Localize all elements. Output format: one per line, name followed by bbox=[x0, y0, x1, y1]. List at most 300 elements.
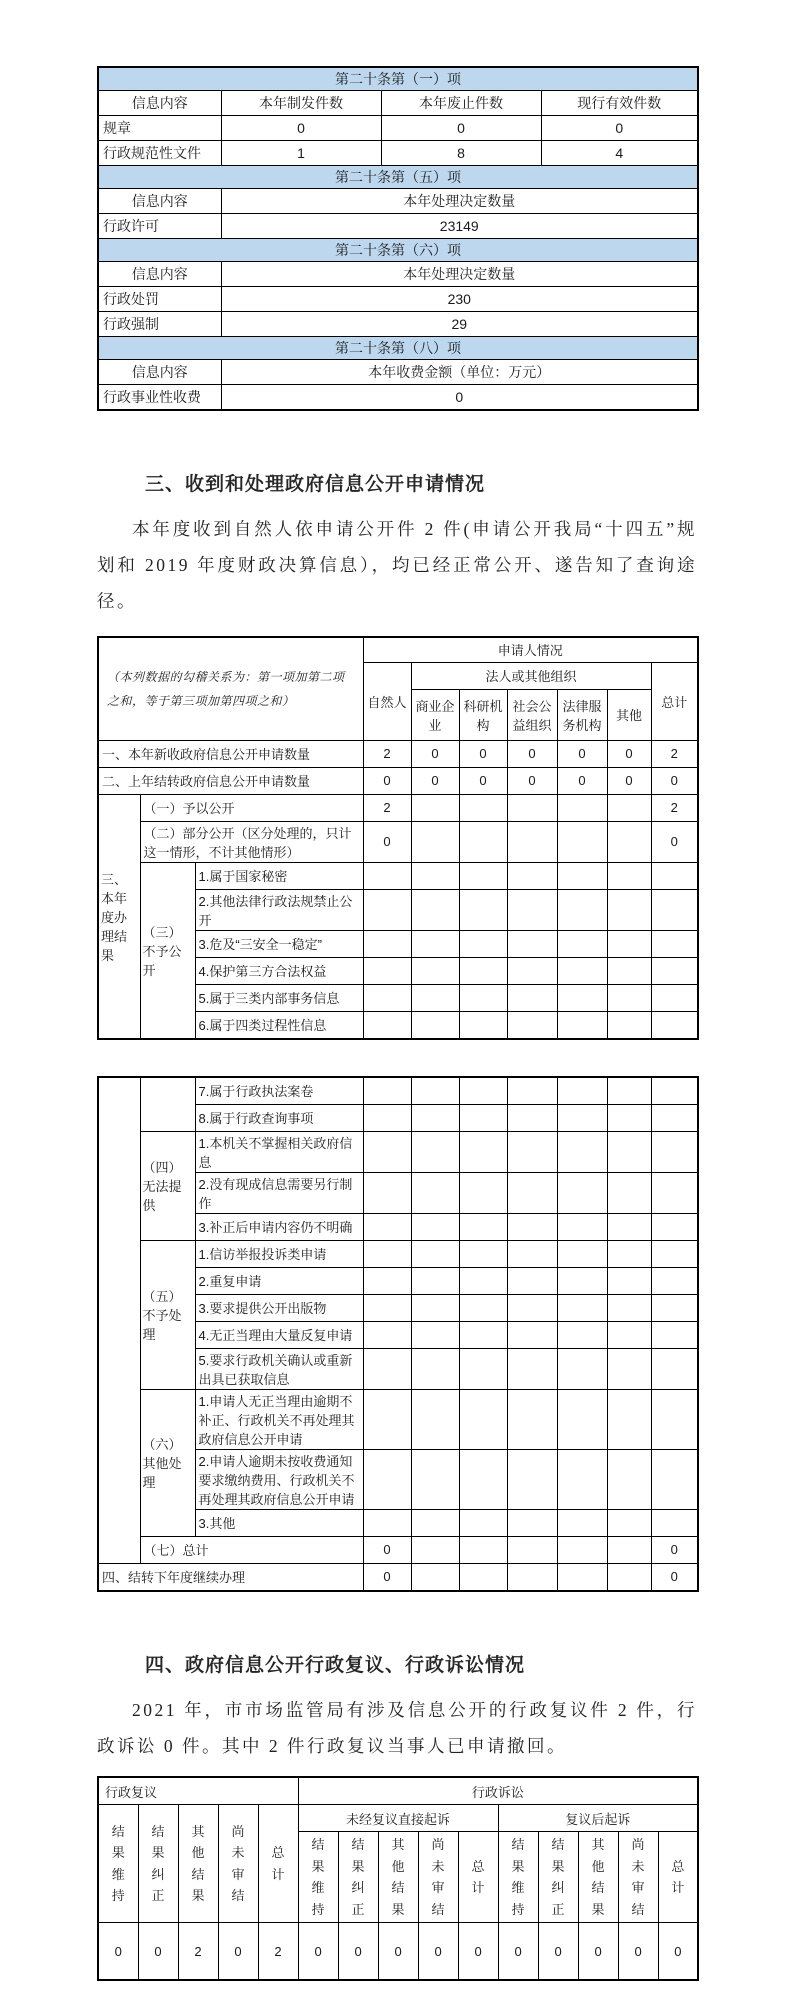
data-cell bbox=[459, 1131, 507, 1172]
table-row bbox=[98, 1240, 698, 1267]
data-cell bbox=[607, 1104, 651, 1131]
data-cell: 2 bbox=[651, 740, 698, 767]
table-row bbox=[98, 767, 698, 794]
data-cell bbox=[507, 1389, 557, 1449]
data-cell bbox=[363, 1104, 411, 1131]
vertical-label: 结果维持 bbox=[511, 1837, 525, 1917]
data-cell bbox=[459, 862, 507, 889]
data-cell bbox=[557, 1294, 607, 1321]
data-cell bbox=[459, 1104, 507, 1131]
vertical-label: 尚未审结 bbox=[231, 1823, 245, 1904]
section4-paragraph: 2021 年，市市场监管局有涉及信息公开的行政复议件 2 件，行政诉讼 0 件。其中 2 件行政复议当事人已申请撤回。 bbox=[97, 1699, 697, 1756]
row-label: 7.属于行政执法案卷 bbox=[195, 1077, 363, 1105]
review-header: 行政复议 bbox=[98, 1777, 298, 1805]
header-cell bbox=[458, 1832, 498, 1923]
header-cell: 本年处理决定数量 bbox=[221, 189, 698, 214]
data-cell bbox=[411, 889, 459, 930]
data-cell bbox=[411, 1011, 459, 1039]
data-cell bbox=[557, 821, 607, 862]
vertical-label: 总计 bbox=[271, 1845, 285, 1882]
group-label: （四）无法提供 bbox=[140, 1131, 195, 1240]
table-row bbox=[98, 821, 698, 862]
data-cell bbox=[651, 957, 698, 984]
section-title: 第二十条第（一）项 bbox=[98, 67, 698, 91]
data-cell bbox=[363, 1348, 411, 1389]
data-cell: 0 bbox=[578, 1923, 618, 1981]
vertical-label: 其他结果 bbox=[591, 1837, 605, 1917]
data-cell: 1 bbox=[221, 141, 381, 166]
data-cell bbox=[411, 1536, 459, 1563]
data-cell bbox=[363, 1011, 411, 1039]
data-cell bbox=[651, 1449, 698, 1509]
data-cell bbox=[459, 984, 507, 1011]
data-cell bbox=[607, 1294, 651, 1321]
data-cell bbox=[411, 862, 459, 889]
row-label: 4.无正当理由大量反复申请 bbox=[195, 1321, 363, 1348]
data-cell bbox=[507, 1563, 557, 1591]
data-cell bbox=[557, 889, 607, 930]
data-cell bbox=[459, 1294, 507, 1321]
data-cell bbox=[607, 889, 651, 930]
data-cell: 0 bbox=[458, 1923, 498, 1981]
data-cell: 2 bbox=[363, 740, 411, 767]
data-cell bbox=[607, 957, 651, 984]
header-row bbox=[98, 91, 698, 116]
data-cell: 0 bbox=[138, 1923, 178, 1981]
data-cell bbox=[607, 794, 651, 821]
report-content bbox=[97, 0, 697, 2001]
data-cell bbox=[607, 1077, 651, 1105]
row-label: 规章 bbox=[98, 116, 221, 141]
data-cell bbox=[507, 1267, 557, 1294]
data-cell bbox=[507, 1131, 557, 1172]
data-cell bbox=[507, 889, 557, 930]
data-cell: 2 bbox=[178, 1923, 218, 1981]
data-cell bbox=[557, 1104, 607, 1131]
data-cell bbox=[507, 1509, 557, 1536]
data-cell bbox=[557, 1011, 607, 1039]
row-label: 3.其他 bbox=[195, 1509, 363, 1536]
data-cell bbox=[507, 1104, 557, 1131]
section-title-row bbox=[98, 239, 698, 262]
row-label: 8.属于行政查询事项 bbox=[195, 1104, 363, 1131]
data-cell: 0 bbox=[221, 116, 381, 141]
data-cell bbox=[363, 1213, 411, 1240]
data-cell bbox=[507, 1077, 557, 1105]
header-cell bbox=[178, 1805, 218, 1923]
data-cell bbox=[363, 1240, 411, 1267]
data-cell bbox=[607, 1348, 651, 1389]
data-cell bbox=[507, 930, 557, 957]
header-cell: 信息内容 bbox=[98, 91, 221, 116]
data-cell bbox=[607, 1131, 651, 1172]
table-row bbox=[98, 794, 698, 821]
row-label: 行政强制 bbox=[98, 312, 221, 337]
data-cell bbox=[557, 984, 607, 1011]
data-cell bbox=[507, 1536, 557, 1563]
data-cell: 0 bbox=[411, 740, 459, 767]
header-cell: 法人或其他组织 bbox=[411, 662, 651, 689]
application-table-part2 bbox=[97, 1076, 699, 1592]
data-cell bbox=[411, 1267, 459, 1294]
data-cell bbox=[363, 1294, 411, 1321]
section-title: 第二十条第（五）项 bbox=[98, 166, 698, 189]
data-cell bbox=[459, 1011, 507, 1039]
after-review-suit-header: 复议后起诉 bbox=[498, 1805, 698, 1832]
table-row bbox=[98, 1077, 698, 1105]
data-cell: 29 bbox=[221, 312, 698, 337]
data-cell bbox=[507, 821, 557, 862]
data-cell: 0 bbox=[557, 767, 607, 794]
row-label: 5.要求行政机关确认或重新出具已获取信息 bbox=[195, 1348, 363, 1389]
table-row bbox=[98, 740, 698, 767]
data-cell bbox=[557, 930, 607, 957]
data-cell bbox=[507, 1294, 557, 1321]
data-cell bbox=[363, 930, 411, 957]
data-cell: 0 bbox=[363, 821, 411, 862]
data-cell bbox=[607, 1563, 651, 1591]
data-cell bbox=[411, 1563, 459, 1591]
vertical-label: 总计 bbox=[471, 1858, 485, 1896]
data-cell bbox=[607, 1509, 651, 1536]
data-cell bbox=[459, 1389, 507, 1449]
data-cell bbox=[557, 957, 607, 984]
data-cell bbox=[557, 1348, 607, 1389]
data-cell bbox=[557, 1172, 607, 1213]
vertical-label: 结果纠正 bbox=[151, 1823, 165, 1904]
header-cell: 现行有效件数 bbox=[541, 91, 698, 116]
table-row bbox=[98, 1563, 698, 1591]
row-label: 1.信访举报投诉类申请 bbox=[195, 1240, 363, 1267]
section4-heading: 四、政府信息公开行政复议、行政诉讼情况 bbox=[145, 1654, 526, 1676]
row-label: 行政处罚 bbox=[98, 287, 221, 312]
header-cell: 本年收费金额（单位：万元） bbox=[221, 360, 698, 385]
data-cell bbox=[411, 1240, 459, 1267]
data-cell bbox=[411, 1131, 459, 1172]
row-label: 行政事业性收费 bbox=[98, 385, 221, 411]
row-label: （七）总计 bbox=[140, 1536, 363, 1563]
header-cell bbox=[378, 1832, 418, 1923]
data-cell: 0 bbox=[541, 116, 698, 141]
application-table-part1 bbox=[97, 636, 699, 1040]
header-cell: 信息内容 bbox=[98, 262, 221, 287]
data-cell bbox=[459, 957, 507, 984]
header-cell bbox=[578, 1832, 618, 1923]
vertical-label: 其他结果 bbox=[191, 1823, 205, 1904]
data-cell bbox=[411, 930, 459, 957]
row-label: 3.补正后申请内容仍不明确 bbox=[195, 1213, 363, 1240]
data-cell bbox=[459, 1213, 507, 1240]
table-row bbox=[98, 862, 698, 889]
data-cell bbox=[651, 1011, 698, 1039]
header-cell: 社会公益组织 bbox=[507, 689, 557, 740]
section-title: 第二十条第（八）项 bbox=[98, 337, 698, 360]
row-label: 四、结转下年度继续办理 bbox=[98, 1563, 363, 1591]
data-cell: 0 bbox=[557, 740, 607, 767]
row-label: （二）部分公开（区分处理的，只计这一情形，不计其他情形） bbox=[140, 821, 363, 862]
data-cell bbox=[363, 1077, 411, 1105]
data-cell bbox=[411, 1389, 459, 1449]
row-label: 6.属于四类过程性信息 bbox=[195, 1011, 363, 1039]
litigation-table bbox=[97, 1776, 699, 1981]
header-row bbox=[98, 360, 698, 385]
row-label: 一、本年新收政府信息公开申请数量 bbox=[98, 740, 363, 767]
data-cell: 0 bbox=[411, 767, 459, 794]
data-cell: 2 bbox=[363, 794, 411, 821]
table-row bbox=[98, 287, 698, 312]
section3-heading: 三、收到和处理政府信息公开申请情况 bbox=[145, 474, 486, 495]
data-cell bbox=[651, 1172, 698, 1213]
data-cell bbox=[607, 1011, 651, 1039]
data-cell bbox=[507, 1011, 557, 1039]
header-cell bbox=[538, 1832, 578, 1923]
data-cell bbox=[651, 1389, 698, 1449]
data-cell bbox=[607, 862, 651, 889]
data-cell bbox=[607, 1536, 651, 1563]
data-cell bbox=[363, 1321, 411, 1348]
data-cell bbox=[411, 1321, 459, 1348]
data-cell: 0 bbox=[338, 1923, 378, 1981]
data-cell bbox=[411, 1449, 459, 1509]
header-cell: 商业企业 bbox=[411, 689, 459, 740]
data-cell bbox=[557, 1131, 607, 1172]
data-cell bbox=[507, 794, 557, 821]
data-cell bbox=[459, 930, 507, 957]
data-cell bbox=[557, 794, 607, 821]
data-cell: 0 bbox=[378, 1923, 418, 1981]
data-cell bbox=[363, 1172, 411, 1213]
data-cell: 230 bbox=[221, 287, 698, 312]
header-cell: 法律服务机构 bbox=[557, 689, 607, 740]
section3-paragraph: 本年度收到自然人依申请公开件 2 件(申请公开我局“十四五”规划和 2019 年度财政决算信息），均已经正常公开、遂告知了查询途径。 bbox=[97, 519, 697, 611]
data-cell bbox=[607, 1213, 651, 1240]
data-cell bbox=[363, 1449, 411, 1509]
data-cell: 0 bbox=[363, 1563, 411, 1591]
data-cell: 0 bbox=[618, 1923, 658, 1981]
data-cell bbox=[459, 794, 507, 821]
data-cell bbox=[507, 957, 557, 984]
data-cell bbox=[363, 1131, 411, 1172]
article20-table bbox=[97, 66, 699, 411]
data-cell bbox=[459, 1321, 507, 1348]
data-cell: 0 bbox=[507, 740, 557, 767]
table-row bbox=[98, 1536, 698, 1563]
vertical-label: 其他结果 bbox=[391, 1837, 405, 1917]
data-cell: 0 bbox=[658, 1923, 698, 1981]
data-cell bbox=[557, 1389, 607, 1449]
header-cell bbox=[258, 1805, 298, 1923]
header-row bbox=[98, 262, 698, 287]
table-row bbox=[98, 1131, 698, 1172]
header-row bbox=[98, 637, 698, 663]
data-cell bbox=[363, 1267, 411, 1294]
section-title-row bbox=[98, 337, 698, 360]
row-label: （一）予以公开 bbox=[140, 794, 363, 821]
data-cell: 0 bbox=[651, 767, 698, 794]
table-row bbox=[98, 385, 698, 411]
data-cell bbox=[557, 1449, 607, 1509]
data-cell bbox=[459, 1449, 507, 1509]
header-cell: 自然人 bbox=[363, 662, 411, 740]
data-cell bbox=[557, 1509, 607, 1536]
data-cell bbox=[651, 1294, 698, 1321]
header-cell: 其他 bbox=[607, 689, 651, 740]
data-cell bbox=[459, 1077, 507, 1105]
header-cell bbox=[658, 1832, 698, 1923]
data-cell: 2 bbox=[258, 1923, 298, 1981]
data-cell: 0 bbox=[607, 740, 651, 767]
row-label: 3.要求提供公开出版物 bbox=[195, 1294, 363, 1321]
data-cell bbox=[411, 1172, 459, 1213]
data-cell bbox=[411, 794, 459, 821]
data-cell bbox=[507, 862, 557, 889]
row-label: 1.申请人无正当理由逾期不补正、行政机关不再处理其政府信息公开申请 bbox=[195, 1389, 363, 1449]
data-cell bbox=[607, 1449, 651, 1509]
data-cell bbox=[507, 1348, 557, 1389]
header-cell: 本年制发件数 bbox=[221, 91, 381, 116]
lawsuit-header: 行政诉讼 bbox=[298, 1777, 698, 1805]
vertical-label: 结果维持 bbox=[311, 1837, 325, 1917]
data-cell bbox=[651, 1131, 698, 1172]
values-row bbox=[98, 1923, 698, 1981]
data-cell bbox=[459, 821, 507, 862]
header-row bbox=[98, 189, 698, 214]
data-cell: 0 bbox=[459, 767, 507, 794]
data-cell bbox=[507, 1240, 557, 1267]
data-cell bbox=[557, 1240, 607, 1267]
data-cell bbox=[651, 930, 698, 957]
vertical-label: 尚未审结 bbox=[431, 1837, 445, 1917]
group-label: 三、本年度办理结果 bbox=[98, 794, 140, 1039]
row-label: 1.本机关不掌握相关政府信息 bbox=[195, 1131, 363, 1172]
data-cell bbox=[651, 1213, 698, 1240]
header-row bbox=[98, 1805, 698, 1832]
data-cell bbox=[557, 1077, 607, 1105]
data-cell bbox=[557, 1213, 607, 1240]
row-label: 行政许可 bbox=[98, 214, 221, 239]
data-cell bbox=[651, 889, 698, 930]
header-cell bbox=[98, 1805, 138, 1923]
data-cell bbox=[507, 1213, 557, 1240]
data-cell: 0 bbox=[218, 1923, 258, 1981]
table-row bbox=[98, 141, 698, 166]
data-cell bbox=[607, 930, 651, 957]
data-cell bbox=[607, 1267, 651, 1294]
header-cell bbox=[218, 1805, 258, 1923]
data-cell bbox=[651, 1321, 698, 1348]
data-cell bbox=[607, 1172, 651, 1213]
data-cell: 0 bbox=[298, 1923, 338, 1981]
vertical-label: 结果维持 bbox=[111, 1823, 125, 1904]
table-row bbox=[98, 1389, 698, 1449]
header-cell bbox=[618, 1832, 658, 1923]
data-cell: 2 bbox=[651, 794, 698, 821]
vertical-label: 总计 bbox=[671, 1858, 685, 1896]
data-cell: 0 bbox=[507, 767, 557, 794]
header-cell bbox=[338, 1832, 378, 1923]
row-label: 1.属于国家秘密 bbox=[195, 862, 363, 889]
data-cell bbox=[459, 889, 507, 930]
data-cell: 0 bbox=[98, 1923, 138, 1981]
data-cell bbox=[651, 1509, 698, 1536]
direct-suit-header: 未经复议直接起诉 bbox=[298, 1805, 498, 1832]
group-label: （五）不予处理 bbox=[140, 1240, 195, 1389]
table-note: （本列数据的勾稽关系为：第一项加第二项之和，等于第三项加第四项之和） bbox=[98, 637, 363, 741]
section-title: 第二十条第（六）项 bbox=[98, 239, 698, 262]
data-cell: 0 bbox=[459, 740, 507, 767]
data-cell bbox=[557, 1563, 607, 1591]
data-cell: 0 bbox=[363, 1536, 411, 1563]
data-cell bbox=[651, 1267, 698, 1294]
data-cell bbox=[411, 1348, 459, 1389]
data-cell bbox=[459, 1536, 507, 1563]
row-label: 3.危及“三安全一稳定” bbox=[195, 930, 363, 957]
data-cell bbox=[557, 1321, 607, 1348]
row-label: 2.重复申请 bbox=[195, 1267, 363, 1294]
data-cell bbox=[411, 1509, 459, 1536]
row-label: 5.属于三类内部事务信息 bbox=[195, 984, 363, 1011]
data-cell bbox=[363, 862, 411, 889]
table-row bbox=[98, 116, 698, 141]
data-cell bbox=[651, 1348, 698, 1389]
row-label: 行政规范性文件 bbox=[98, 141, 221, 166]
data-cell bbox=[411, 1294, 459, 1321]
group-label: （六）其他处理 bbox=[140, 1389, 195, 1536]
data-cell bbox=[363, 1509, 411, 1536]
data-cell bbox=[459, 1240, 507, 1267]
data-cell bbox=[651, 1077, 698, 1105]
data-cell: 0 bbox=[651, 1536, 698, 1563]
data-cell bbox=[507, 984, 557, 1011]
data-cell bbox=[607, 1240, 651, 1267]
data-cell bbox=[651, 1104, 698, 1131]
data-cell bbox=[651, 984, 698, 1011]
data-cell bbox=[411, 1104, 459, 1131]
header-cell: 本年处理决定数量 bbox=[221, 262, 698, 287]
header-cell: 信息内容 bbox=[98, 189, 221, 214]
data-cell: 0 bbox=[498, 1923, 538, 1981]
data-cell bbox=[411, 984, 459, 1011]
group-label: （三）不予公开 bbox=[140, 862, 195, 1039]
data-cell bbox=[607, 821, 651, 862]
data-cell: 4 bbox=[541, 141, 698, 166]
data-cell: 0 bbox=[221, 385, 698, 411]
data-cell bbox=[507, 1321, 557, 1348]
data-cell bbox=[459, 1348, 507, 1389]
data-cell: 0 bbox=[363, 767, 411, 794]
data-cell: 8 bbox=[381, 141, 541, 166]
data-cell: 0 bbox=[651, 1563, 698, 1591]
header-cell bbox=[498, 1832, 538, 1923]
data-cell bbox=[507, 1172, 557, 1213]
row-label: 2.其他法律行政法规禁止公开 bbox=[195, 889, 363, 930]
data-cell bbox=[651, 862, 698, 889]
table-row bbox=[98, 214, 698, 239]
data-cell bbox=[411, 1213, 459, 1240]
header-cell: 信息内容 bbox=[98, 360, 221, 385]
data-cell: 0 bbox=[418, 1923, 458, 1981]
data-cell bbox=[459, 1563, 507, 1591]
data-cell bbox=[459, 1267, 507, 1294]
section-title-row bbox=[98, 67, 698, 91]
data-cell bbox=[557, 1536, 607, 1563]
header-cell: 本年废止件数 bbox=[381, 91, 541, 116]
row-label: 2.没有现成信息需要另行制作 bbox=[195, 1172, 363, 1213]
group-label bbox=[140, 1077, 195, 1132]
row-label: 二、上年结转政府信息公开申请数量 bbox=[98, 767, 363, 794]
data-cell bbox=[607, 1321, 651, 1348]
data-cell bbox=[607, 1389, 651, 1449]
